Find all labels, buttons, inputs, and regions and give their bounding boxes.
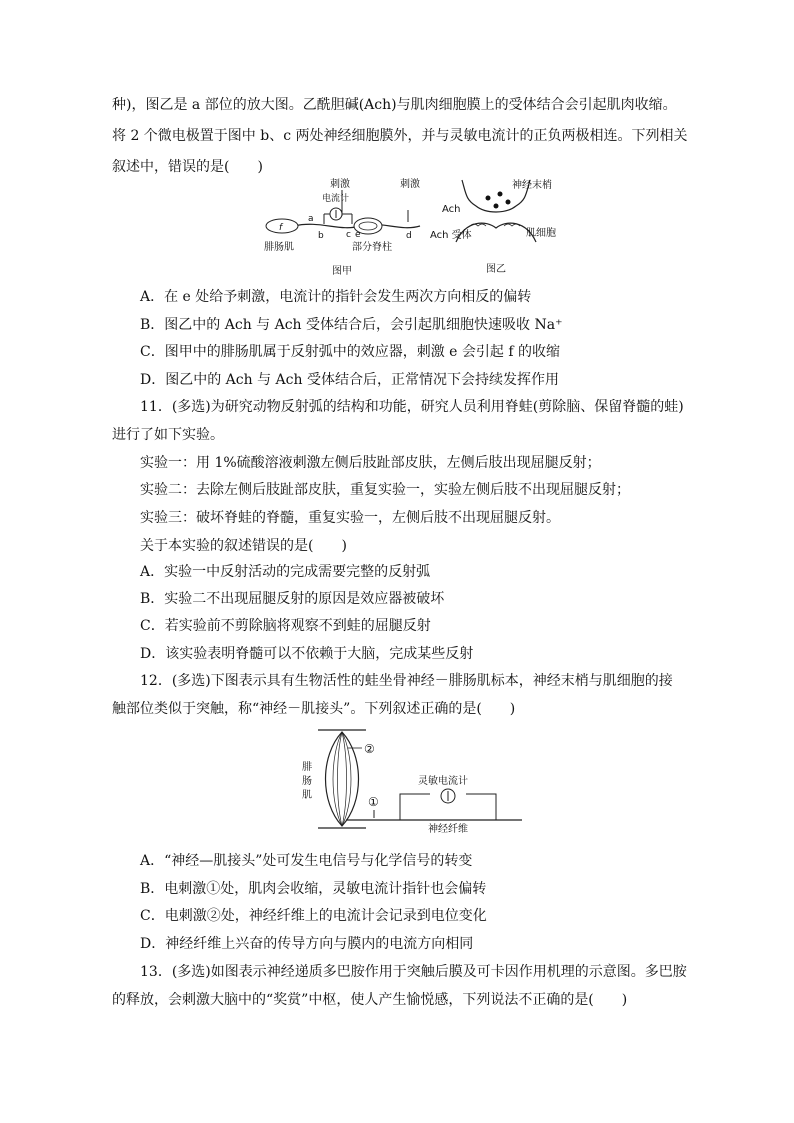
jia-label-e: e: [355, 230, 361, 240]
yi-nerve-ending-label: 神经末梢: [512, 180, 552, 191]
jia-stimulus-right-label: 刺激: [400, 179, 420, 190]
jia-caption: 图甲: [332, 266, 352, 277]
figure-jia: [264, 177, 420, 277]
q12-point-2: ②: [364, 742, 375, 756]
q12-option-b: B．电刺激①处，肌肉会收缩，灵敏电流计指针也会偏转: [140, 881, 487, 897]
q13-text-line-2: 的释放，会刺激大脑中的“奖赏”中枢，使人产生愉悦感，下列说法不正确的是( ): [112, 992, 628, 1008]
q12-option-a: A．“神经—肌接头”处可发生电信号与化学信号的转变: [140, 853, 473, 869]
yi-ach-label: Ach: [442, 204, 461, 215]
jia-label-b: b: [318, 231, 324, 241]
q12-option-d: D．神经纤维上兴奋的传导方向与膜内的电流方向相同: [140, 936, 474, 952]
q12-muscle-shape: [326, 732, 359, 826]
q12-option-c: C．电刺激②处，神经纤维上的电流计会记录到电位变化: [140, 908, 487, 924]
q11-option-b: B．实验二不出现屈腿反射的原因是效应器被破坏: [140, 591, 445, 607]
yi-caption: 图乙: [486, 264, 506, 275]
q10-text-line-2: 将 2 个微电极置于图中 b、c 两处神经细胞膜外，并与灵敏电流计的正负两极相连。下列相关: [112, 128, 688, 144]
jia-label-f: f: [279, 223, 283, 233]
q12-meter-label: 灵敏电流计: [418, 776, 468, 787]
q11-option-a: A．实验一中反射活动的完成需要完整的反射弧: [140, 564, 431, 580]
q11-text-line-2: 进行了如下实验。: [112, 427, 224, 443]
q10-option-c: C．图甲中的腓肠肌属于反射弧中的效应器，刺激 e 会引起 f 的收缩: [140, 344, 560, 360]
q10-option-d: D．图乙中的 Ach 与 Ach 受体结合后，正常情况下会持续发挥作用: [140, 372, 559, 388]
jia-spine-label: 部分脊柱: [352, 242, 392, 253]
jia-label-c: c: [346, 230, 351, 240]
q12-fiber-label: 神经纤维: [428, 824, 468, 834]
q10-text-line-1: 种)，图乙是 a 部位的放大图。乙酰胆碱(Ach)与肌肉细胞膜上的受体结合会引起肌肉收缩。: [112, 97, 677, 113]
q12-muscle-label-2: 肠: [302, 776, 312, 787]
q11-option-d: D．该实验表明脊髓可以不依赖于大脑，完成某些反射: [140, 646, 474, 662]
q11-experiment-3: 实验三：破坏脊蛙的脊髓，重复实验一，左侧后肢不出现屈腿反射。: [140, 510, 560, 526]
q10-option-b: B．图乙中的 Ach 与 Ach 受体结合后，会引起肌细胞快速吸收 Na⁺: [140, 317, 563, 333]
q11-experiment-2: 实验二：去除左侧后肢趾部皮肤，重复实验一，实验左侧后肢不出现屈腿反射；: [140, 482, 630, 498]
yi-receptor-label: Ach 受体: [430, 230, 472, 241]
q10-option-a: A．在 e 处给予刺激，电流计的指针会发生两次方向相反的偏转: [140, 289, 532, 305]
jia-stimulus-top-label: 刺激: [330, 179, 350, 190]
q12-muscle-label-3: 肌: [302, 790, 312, 801]
q12-figure: [296, 726, 536, 834]
q11-text-line-1: 11．(多选)为研究动物反射弧的结构和功能，研究人员利用脊蛙(剪除脑、保留脊髓的蛙): [140, 399, 684, 415]
q12-muscle-label-1: 腓: [302, 762, 312, 773]
q10-text-line-3: 叙述中，错误的是( ): [112, 159, 263, 175]
q12-text-line-1: 12．(多选)下图表示具有生物活性的蛙坐骨神经－腓肠肌标本，神经末梢与肌细胞的接: [140, 673, 673, 689]
figure-yi: [430, 178, 556, 275]
jia-label-d: d: [406, 231, 412, 241]
q12-text-line-2: 触部位类似于突触，称“神经－肌接头”。下列叙述正确的是( ): [112, 701, 516, 717]
q11-stem: 关于本实验的叙述错误的是( ): [140, 538, 347, 554]
q13-text-line-1: 13．(多选)如图表示神经递质多巴胺作用于突触后膜及可卡因作用机理的示意图。多巴胺: [140, 964, 687, 980]
jia-meter-label: 电流计: [322, 194, 350, 204]
yi-muscle-cell-label: 肌细胞: [526, 228, 556, 239]
jia-label-a: a: [308, 214, 314, 224]
q10-figures: [260, 176, 600, 280]
q11-experiment-1: 实验一：用 1%硫酸溶液刺激左侧后肢趾部皮肤，左侧后肢出现屈腿反射；: [140, 455, 601, 471]
q12-point-1: ①: [368, 795, 379, 809]
jia-muscle-label: 腓肠肌: [264, 242, 294, 253]
q11-option-c: C．若实验前不剪除脑将观察不到蛙的屈腿反射: [140, 618, 431, 634]
